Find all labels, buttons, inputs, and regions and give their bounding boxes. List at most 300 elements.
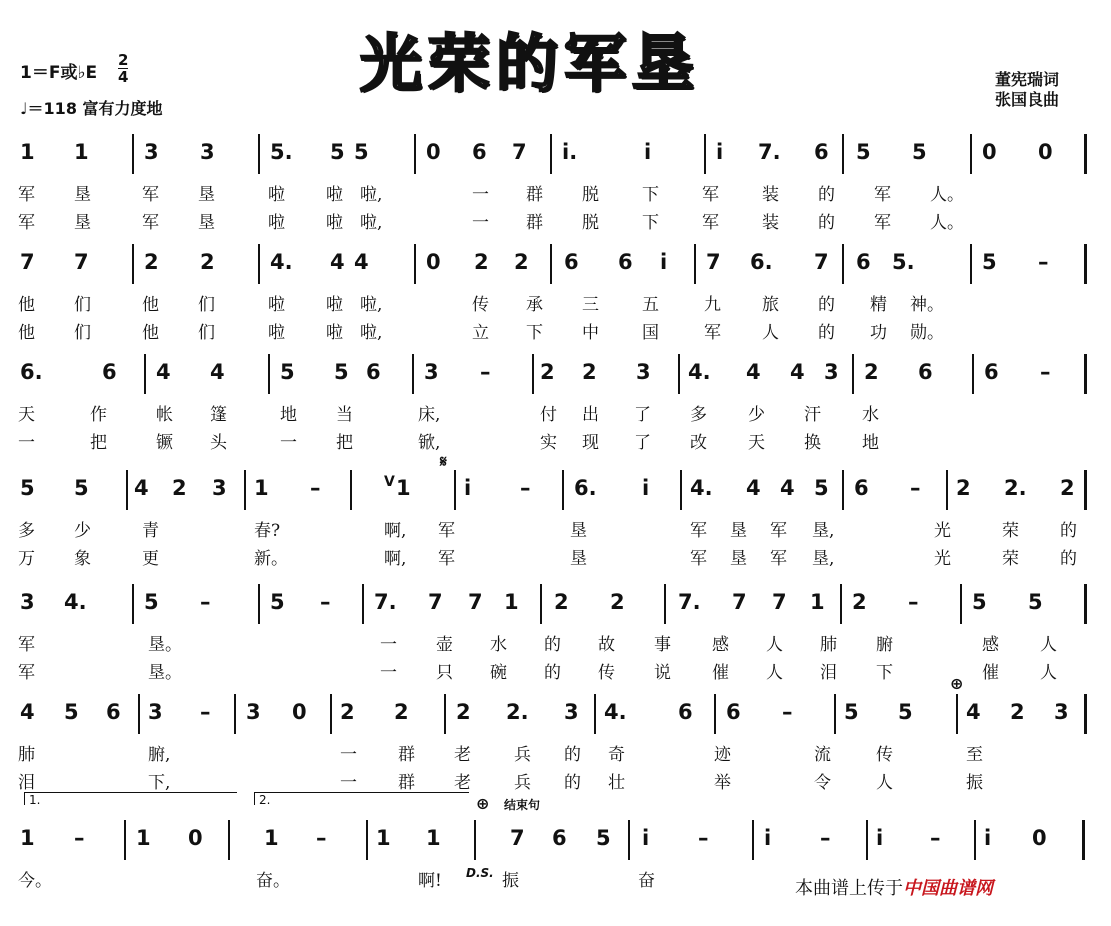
note: 1 xyxy=(264,826,279,850)
lyric-word: 人 xyxy=(766,635,783,655)
time-signature-bottom: 4 xyxy=(118,68,129,86)
note: 4. xyxy=(270,250,293,274)
note: i xyxy=(876,826,884,850)
bar-line xyxy=(124,820,126,860)
lyric-word: 啊, xyxy=(384,549,407,569)
note: 1 xyxy=(254,476,269,500)
note: i xyxy=(764,826,772,850)
bar-line xyxy=(258,584,260,624)
song-title: 光荣的军垦 xyxy=(360,27,701,100)
note: 5 xyxy=(144,590,159,614)
lyric-word: 泪 xyxy=(820,663,837,683)
note: 4 xyxy=(210,360,225,384)
lyric-word: 光 xyxy=(934,521,951,541)
bar-line xyxy=(840,584,842,624)
bar-line xyxy=(714,694,716,734)
note: 3 xyxy=(20,590,35,614)
lyric-word: 的 xyxy=(818,295,835,315)
lyric-word: 啦 xyxy=(268,295,285,315)
note: 0 xyxy=(1032,826,1047,850)
bar-line xyxy=(144,354,146,394)
lyric-word: 传 xyxy=(598,663,615,683)
bar-line xyxy=(680,470,682,510)
bar-line xyxy=(946,470,948,510)
breath-mark: V xyxy=(384,474,395,490)
lyric-word: 们 xyxy=(74,323,91,343)
note: 3 xyxy=(148,700,163,724)
lyric-word: 催 xyxy=(982,663,999,683)
note: – xyxy=(930,826,941,850)
lyric-word: 至 xyxy=(966,745,983,765)
lyric-word: 了 xyxy=(634,433,651,453)
lyric-word: 奋。 xyxy=(256,871,290,891)
lyric-word: 荣 xyxy=(1002,521,1019,541)
lyric-word: 五 xyxy=(642,295,659,315)
watermark-text: 本曲谱上传于 xyxy=(795,878,903,899)
lyric-word: 垦 xyxy=(570,549,587,569)
lyric-word: 军 xyxy=(770,549,787,569)
time-signature xyxy=(118,52,128,85)
lyric-word: 群 xyxy=(526,185,543,205)
note: – xyxy=(74,826,85,850)
lyric-word: 啦, xyxy=(360,185,383,205)
lyric-word: 啦, xyxy=(360,213,383,233)
lyric-word: 一 xyxy=(380,663,397,683)
note: – xyxy=(782,700,793,724)
bar-line xyxy=(694,244,696,284)
lyric-line-1 xyxy=(14,740,1096,766)
lyric-word: 军 xyxy=(874,185,891,205)
key-text: 1＝F或♭E xyxy=(20,63,98,83)
lyric-word: 精 xyxy=(870,295,887,315)
lyric-word: 的 xyxy=(564,745,581,765)
lyric-word: 多 xyxy=(690,405,707,425)
lyric-word: 军 xyxy=(702,213,719,233)
lyric-word: 水 xyxy=(862,405,879,425)
notes-line xyxy=(14,140,1096,174)
lyric-line-1 xyxy=(14,516,1096,542)
note: 5 xyxy=(912,140,927,164)
note: – xyxy=(1038,250,1049,274)
lyric-word: 他 xyxy=(142,295,159,315)
lyric-word: 篷 xyxy=(210,405,227,425)
note: 0 xyxy=(426,140,441,164)
lyric-word: 立 xyxy=(472,323,489,343)
lyric-word: 壮 xyxy=(608,773,625,793)
note: 5 xyxy=(270,590,285,614)
bar-line xyxy=(562,470,564,510)
note: 5 xyxy=(280,360,295,384)
note: 2 xyxy=(610,590,625,614)
note: – xyxy=(200,590,211,614)
lyric-word: 军 xyxy=(702,185,719,205)
note: 5 xyxy=(74,476,89,500)
note: 7 xyxy=(428,590,443,614)
bar-line xyxy=(972,354,974,394)
composer: 张国良曲 xyxy=(995,90,1060,109)
bar-line xyxy=(132,134,134,174)
lyric-word: 的 xyxy=(1060,549,1077,569)
lyric-word: 的 xyxy=(544,663,561,683)
lyric-word: 军 xyxy=(438,549,455,569)
lyric-word: 少 xyxy=(74,521,91,541)
lyric-word: 荣 xyxy=(1002,549,1019,569)
lyric-word: 说 xyxy=(654,663,671,683)
note: – xyxy=(1040,360,1051,384)
note: – xyxy=(910,476,921,500)
note: 4 xyxy=(134,476,149,500)
lyric-word: 事 xyxy=(654,635,671,655)
lyric-line-2 xyxy=(14,658,1096,684)
lyric-line-2 xyxy=(14,428,1096,454)
lyric-word: 迹 xyxy=(714,745,731,765)
score-row xyxy=(14,360,1096,460)
lyric-word: 装 xyxy=(762,213,779,233)
lyric-word: 一 xyxy=(280,433,297,453)
note: 2 xyxy=(172,476,187,500)
note: 7. xyxy=(678,590,701,614)
lyric-word: 承 xyxy=(526,295,543,315)
lyric-word: 振 xyxy=(966,773,983,793)
watermark xyxy=(795,874,993,900)
lyric-word: 碗 xyxy=(490,663,507,683)
note: – xyxy=(520,476,531,500)
lyric-word: 一 xyxy=(340,773,357,793)
note: 1 xyxy=(20,826,35,850)
note: 6 xyxy=(854,476,869,500)
lyric-word: 垦 xyxy=(198,185,215,205)
first-ending: 1. xyxy=(24,792,237,805)
lyric-word: 感 xyxy=(982,635,999,655)
lyric-word: 啦 xyxy=(326,213,343,233)
lyric-word: 了 xyxy=(634,405,651,425)
note: 5 xyxy=(334,360,349,384)
lyric-word: 人 xyxy=(1040,635,1057,655)
note: 0 xyxy=(1038,140,1053,164)
note: 6 xyxy=(564,250,579,274)
note: 6 xyxy=(618,250,633,274)
ds-marking: D.S. xyxy=(466,866,494,880)
lyric-word: 人 xyxy=(876,773,893,793)
bar-line xyxy=(678,354,680,394)
note: 4 xyxy=(156,360,171,384)
note: 3 xyxy=(824,360,839,384)
bar-line xyxy=(414,244,416,284)
notes-line xyxy=(14,476,1096,510)
lyric-word: 垦 xyxy=(730,521,747,541)
note: 2. xyxy=(1004,476,1027,500)
note: 3 xyxy=(144,140,159,164)
lyric-word: 床, xyxy=(418,405,441,425)
note: 7 xyxy=(732,590,747,614)
note: 6 xyxy=(678,700,693,724)
lyric-word: 脱 xyxy=(582,185,599,205)
lyric-word: 军 xyxy=(438,521,455,541)
lyric-line-1 xyxy=(14,400,1096,426)
lyric-word: 水 xyxy=(490,635,507,655)
lyric-line-1 xyxy=(14,630,1096,656)
lyric-word: 镢 xyxy=(156,433,173,453)
bar-line xyxy=(974,820,976,860)
lyric-word: 军 xyxy=(18,185,35,205)
lyric-word: 新。 xyxy=(254,549,288,569)
notes-line xyxy=(14,700,1096,734)
note: – xyxy=(480,360,491,384)
bar-line xyxy=(628,820,630,860)
lyric-word: 们 xyxy=(198,295,215,315)
lyric-word: 军 xyxy=(18,635,35,655)
note: 7 xyxy=(512,140,527,164)
lyric-line-2 xyxy=(14,318,1096,344)
lyric-word: 军 xyxy=(18,213,35,233)
bar-line xyxy=(852,354,854,394)
lyric-line-1 xyxy=(14,290,1096,316)
note: 5 xyxy=(856,140,871,164)
bar-line xyxy=(444,694,446,734)
lyric-word: 勋。 xyxy=(910,323,944,343)
note: 3 xyxy=(246,700,261,724)
lyric-word: 把 xyxy=(90,433,107,453)
note: 4 xyxy=(330,250,345,274)
notes-line xyxy=(14,826,1096,860)
lyric-word: 人 xyxy=(766,663,783,683)
note: 5 xyxy=(972,590,987,614)
bar-line xyxy=(550,134,552,174)
bar-line xyxy=(454,470,456,510)
lyric-word: 举 xyxy=(714,773,731,793)
bar-line xyxy=(132,244,134,284)
lyric-word: 啊! xyxy=(418,871,442,891)
bar-line xyxy=(234,694,236,734)
lyric-word: 脱 xyxy=(582,213,599,233)
note: 7. xyxy=(758,140,781,164)
note: 6 xyxy=(856,250,871,274)
note: 2 xyxy=(1010,700,1025,724)
time-signature-top: 2 xyxy=(118,51,129,69)
note: 5 xyxy=(596,826,611,850)
note: 4. xyxy=(688,360,711,384)
score-row xyxy=(14,700,1096,800)
lyric-word: 的 xyxy=(1060,521,1077,541)
note: 6 xyxy=(552,826,567,850)
note: 3 xyxy=(200,140,215,164)
lyric-word: 啦 xyxy=(268,323,285,343)
note: 7. xyxy=(374,590,397,614)
bar-line xyxy=(474,820,476,860)
lyric-word: 下 xyxy=(876,663,893,683)
bar-line xyxy=(330,694,332,734)
note: i. xyxy=(562,140,578,164)
note: 5 xyxy=(898,700,913,724)
note: – xyxy=(316,826,327,850)
lyric-word: 人。 xyxy=(930,185,964,205)
note: 0 xyxy=(188,826,203,850)
note: 0 xyxy=(426,250,441,274)
lyric-word: 啦 xyxy=(326,295,343,315)
lyric-word: 光 xyxy=(934,549,951,569)
lyric-word: 下 xyxy=(642,213,659,233)
bar-line xyxy=(138,694,140,734)
note: 4 xyxy=(746,476,761,500)
lyric-word: 的 xyxy=(818,323,835,343)
note: 1 xyxy=(396,476,411,500)
lyric-word: 军 xyxy=(18,663,35,683)
lyric-word: 作 xyxy=(90,405,107,425)
note: – xyxy=(320,590,331,614)
note: 2 xyxy=(394,700,409,724)
lyric-word: 啦 xyxy=(326,323,343,343)
note: i xyxy=(660,250,668,274)
lyric-line-2 xyxy=(14,544,1096,570)
note: 4. xyxy=(690,476,713,500)
lyric-word: 垦。 xyxy=(148,635,182,655)
lyric-word: 垦 xyxy=(74,213,91,233)
lyric-word: 一 xyxy=(472,213,489,233)
bar-line xyxy=(842,134,844,174)
lyric-word: 下 xyxy=(642,185,659,205)
lyric-word: 壶 xyxy=(436,635,453,655)
segno-icon: 𝄋 xyxy=(440,452,447,471)
note: 6 xyxy=(918,360,933,384)
bar-line xyxy=(362,584,364,624)
lyric-word: 军 xyxy=(874,213,891,233)
note: 2 xyxy=(852,590,867,614)
bar-line xyxy=(1084,134,1087,174)
note: 1 xyxy=(504,590,519,614)
bar-line xyxy=(350,470,352,510)
lyric-word: 奋 xyxy=(638,871,655,891)
note: 5 xyxy=(814,476,829,500)
lyric-word: 军 xyxy=(690,549,707,569)
notes-line xyxy=(14,250,1096,284)
second-ending: 2. xyxy=(254,792,469,805)
lyric-word: 垦 xyxy=(198,213,215,233)
score-row xyxy=(14,590,1096,690)
lyric-word: 故 xyxy=(598,635,615,655)
notes-line xyxy=(14,360,1096,394)
note: 5 xyxy=(330,140,345,164)
lyric-word: 万 xyxy=(18,549,35,569)
note: 0 xyxy=(292,700,307,724)
notes-line xyxy=(14,590,1096,624)
note: 2. xyxy=(506,700,529,724)
note: 7 xyxy=(74,250,89,274)
note: i xyxy=(642,476,650,500)
note: 5. xyxy=(270,140,293,164)
lyric-word: 地 xyxy=(862,433,879,453)
bar-line xyxy=(228,820,230,860)
note: 3 xyxy=(636,360,651,384)
lyric-word: 帐 xyxy=(156,405,173,425)
lyric-word: 催 xyxy=(712,663,729,683)
note: 4. xyxy=(64,590,87,614)
bar-line xyxy=(704,134,706,174)
bar-line xyxy=(960,584,962,624)
note: 2 xyxy=(340,700,355,724)
note: 7 xyxy=(706,250,721,274)
lyric-word: 中 xyxy=(582,323,599,343)
bar-line xyxy=(258,244,260,284)
note: 5 xyxy=(20,476,35,500)
note: 6 xyxy=(984,360,999,384)
lyric-word: 人 xyxy=(1040,663,1057,683)
lyric-word: 实 xyxy=(540,433,557,453)
lyric-word: 军 xyxy=(690,521,707,541)
note: 4. xyxy=(604,700,627,724)
bar-line xyxy=(1084,470,1087,510)
note: 4 xyxy=(790,360,805,384)
lyric-word: 传 xyxy=(472,295,489,315)
note: 1 xyxy=(74,140,89,164)
lyric-word: 们 xyxy=(198,323,215,343)
lyric-word: 换 xyxy=(804,433,821,453)
note: 6 xyxy=(726,700,741,724)
note: i xyxy=(644,140,652,164)
note: i xyxy=(984,826,992,850)
lyric-word: 旅 xyxy=(762,295,779,315)
lyric-word: 天 xyxy=(18,405,35,425)
lyric-word: 天 xyxy=(748,433,765,453)
note: 1 xyxy=(376,826,391,850)
lyric-word: 兵 xyxy=(514,745,531,765)
watermark-brand: 中国曲谱网 xyxy=(903,878,993,899)
lyric-word: 兵 xyxy=(514,773,531,793)
lyric-word: 出 xyxy=(582,405,599,425)
lyric-word: 他 xyxy=(18,323,35,343)
lyric-word: 令 xyxy=(814,773,831,793)
lyric-word: 群 xyxy=(398,773,415,793)
lyric-word: 下, xyxy=(148,773,171,793)
lyric-word: 国 xyxy=(642,323,659,343)
note: 3 xyxy=(1054,700,1069,724)
note: 2 xyxy=(1060,476,1075,500)
lyric-word: 他 xyxy=(142,323,159,343)
lyric-word: 啦 xyxy=(268,213,285,233)
bar-line xyxy=(258,134,260,174)
tempo-marking: ♩＝118 富有力度地 xyxy=(20,99,163,118)
bar-line xyxy=(956,694,958,734)
note: 5 xyxy=(1028,590,1043,614)
note: 6 xyxy=(472,140,487,164)
bar-line xyxy=(244,470,246,510)
lyric-word: 流 xyxy=(814,745,831,765)
note: 1 xyxy=(426,826,441,850)
note: – xyxy=(698,826,709,850)
lyric-word: 啦 xyxy=(326,185,343,205)
lyric-word: 春? xyxy=(254,521,281,541)
note: 4 xyxy=(20,700,35,724)
lyric-word: 少 xyxy=(748,405,765,425)
lyric-word: 现 xyxy=(582,433,599,453)
lyric-word: 一 xyxy=(18,433,35,453)
note: i xyxy=(464,476,472,500)
lyric-word: 人 xyxy=(762,323,779,343)
lyric-word: 军 xyxy=(142,213,159,233)
lyric-line-2 xyxy=(14,208,1096,234)
lyric-word: 垦 xyxy=(570,521,587,541)
lyric-word: 啊, xyxy=(384,521,407,541)
note: 6 xyxy=(106,700,121,724)
lyric-word: 军 xyxy=(142,185,159,205)
lyric-word: 军 xyxy=(704,323,721,343)
bar-line xyxy=(366,820,368,860)
note: i xyxy=(642,826,650,850)
bar-line xyxy=(1084,354,1087,394)
lyric-word: 传 xyxy=(876,745,893,765)
lyric-word: 下 xyxy=(526,323,543,343)
note: 5 xyxy=(64,700,79,724)
bar-line xyxy=(532,354,534,394)
